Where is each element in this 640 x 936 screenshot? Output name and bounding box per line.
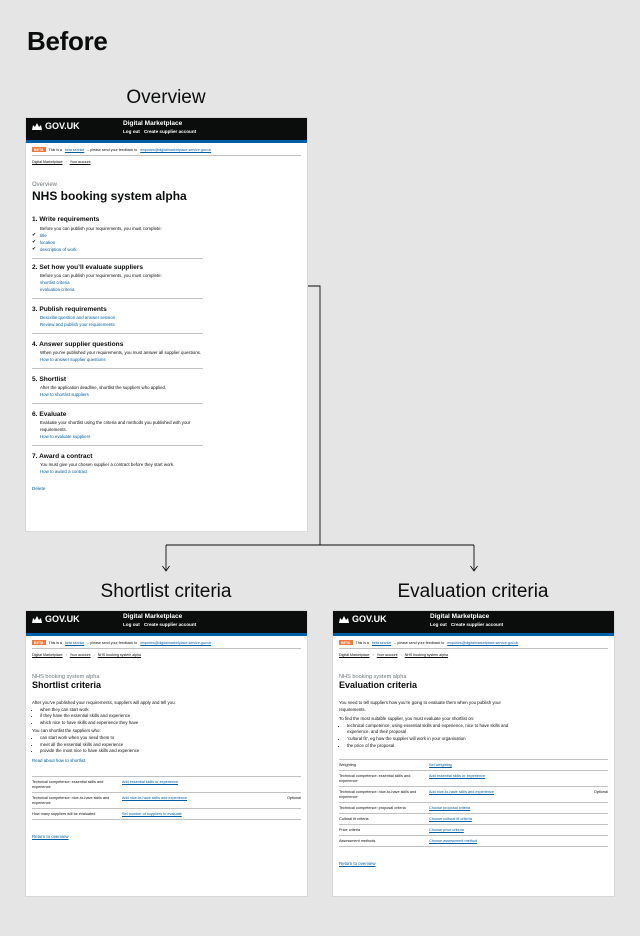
list-item: • if they have the essential skills and experience (40, 713, 222, 720)
row-label: Technical competence: proposal criteria (339, 803, 429, 814)
step-evaluate-suppliers (32, 259, 203, 299)
shortlist-panel-title: Shortlist criteria (100, 581, 232, 602)
table-row (32, 809, 301, 820)
row-action-link[interactable]: Add essential skills or experience (429, 771, 576, 787)
list-item (32, 232, 203, 239)
qa-session-link[interactable]: Describe question and answer session (40, 315, 116, 320)
beta-tag: BETA (341, 640, 351, 645)
crown-icon (32, 615, 42, 623)
evaluation-criteria-link[interactable]: evaluation criteria (40, 287, 75, 292)
breadcrumb-account[interactable]: Your account (376, 653, 398, 657)
feedback-email-link[interactable]: enquiries@digitalmarketplace.service.gov.uk (140, 147, 212, 152)
phase-banner (32, 636, 301, 649)
row-label: Cultural fit criteria (339, 814, 429, 825)
step-intro: After the application deadline, shortlist the suppliers who applied. (40, 385, 167, 390)
row-note (576, 771, 608, 787)
row-note (576, 803, 608, 814)
log-out-link[interactable]: Log out (123, 622, 140, 627)
evaluation-intro-2: To find the most suitable supplier, you must evaluate your shortlist on: (339, 716, 475, 722)
gov-header (26, 118, 307, 143)
breadcrumb-home[interactable]: Digital Marketplace (32, 160, 63, 164)
step-title: 4. Answer supplier questions (32, 341, 124, 348)
step-title: 1. Write requirements (32, 216, 100, 223)
breadcrumb-project[interactable]: NHS booking system alpha (404, 653, 449, 657)
row-note (576, 836, 608, 847)
row-action-link[interactable]: Set weighting (429, 760, 576, 771)
beta-service-link[interactable]: beta service (64, 147, 85, 152)
breadcrumb-separator-icon: › (65, 160, 67, 164)
row-note: Optional (269, 793, 301, 809)
page-title: NHS booking system alpha (32, 189, 187, 203)
row-label: How many suppliers will be evaluated (32, 809, 122, 820)
crown-icon (339, 615, 349, 623)
overview-caption: Overview (32, 182, 58, 188)
table-row (32, 793, 301, 809)
step-title: 2. Set how you’ll evaluate suppliers (32, 264, 144, 271)
step-evaluate (32, 404, 203, 446)
create-account-link[interactable]: Create supplier account (143, 622, 197, 627)
beta-tag: BETA (34, 640, 44, 645)
crown-icon (32, 122, 42, 130)
row-action-link[interactable]: Add nice-to-have skills and experience (122, 793, 269, 809)
answer-questions-link[interactable]: How to answer supplier questions (40, 357, 106, 362)
check-icon: ✔ (32, 239, 37, 245)
row-note: Optional (576, 787, 608, 803)
breadcrumb-separator-icon: › (93, 653, 95, 657)
step-write-requirements (32, 216, 203, 259)
log-out-link[interactable]: Log out (430, 622, 447, 627)
step-intro: Before you can publish your requirements, you must complete: (40, 273, 162, 278)
overview-panel-title: Overview (126, 87, 206, 108)
table-row (32, 777, 301, 793)
table-row (339, 787, 608, 803)
table-row (339, 814, 608, 825)
list-item: • meet all the essential skills and experience (40, 742, 222, 749)
banner-text-middle: – please send your feedback to (87, 147, 138, 152)
gov-header (26, 611, 307, 636)
service-name[interactable]: Digital Marketplace (123, 120, 183, 127)
delete-link[interactable]: Delete (32, 486, 46, 491)
return-to-overview-link[interactable]: Return to overview (339, 861, 376, 867)
gov-logo-text: GOV.UK (45, 614, 80, 624)
step-shortlist (32, 369, 203, 404)
step-intro: Before you can publish your requirements, you must complete: (40, 226, 162, 231)
supplier-info-list (32, 707, 222, 727)
row-label: Technical competence: essential skills and experience (32, 777, 122, 793)
step-intro: Evaluate your shortlist using the criteria and methods you published with your requirements. (40, 420, 191, 432)
row-action-link[interactable]: Add nice-to-have skills and experience (429, 787, 576, 803)
evaluate-suppliers-link[interactable]: How to evaluate suppliers (40, 434, 91, 439)
page-title: Shortlist criteria (32, 680, 102, 690)
table-row (339, 760, 608, 771)
list-item: • ‘cultural fit’, eg how the supplier will work in your organisation (347, 736, 519, 743)
title-link[interactable]: title (40, 233, 47, 238)
row-note (269, 809, 301, 820)
check-icon: ✔ (32, 246, 37, 252)
list-item: • which nice to have skills and experience they have (40, 720, 222, 727)
breadcrumb-account[interactable]: Your account (69, 653, 91, 657)
step-intro: You must give your chosen supplier a contract before they start work. (40, 462, 175, 467)
shortlist-criteria-link[interactable]: shortlist criteria (40, 280, 70, 285)
row-label: Technical competence: essential skills and experience (339, 771, 429, 787)
feedback-email-link[interactable]: enquiries@digitalmarketplace.service.gov.uk (447, 640, 519, 645)
row-note (269, 777, 301, 793)
list-item: • when they can start work (40, 707, 222, 714)
banner-text-middle: – please send your feedback to (87, 640, 138, 645)
list-item: • the price of the proposal (347, 743, 519, 750)
gov-logo-text: GOV.UK (352, 614, 387, 624)
beta-service-link[interactable]: beta service (371, 640, 392, 645)
phase-banner (32, 143, 301, 156)
service-name[interactable]: Digital Marketplace (123, 613, 183, 620)
table-row (339, 836, 608, 847)
overview-screen (26, 118, 307, 531)
create-account-link[interactable]: Create supplier account (143, 129, 197, 134)
location-link[interactable]: location (40, 240, 56, 245)
row-action-link[interactable]: Add essential skills or experience (122, 777, 269, 793)
list-item (32, 246, 203, 253)
shortlist-screen (26, 611, 307, 896)
row-action-link[interactable]: Choose price criteria (429, 825, 576, 836)
shortlist-summary-table (32, 776, 301, 820)
gov-logo[interactable] (32, 121, 80, 131)
banner-text-prefix: This is a (48, 640, 62, 645)
service-name[interactable]: Digital Marketplace (430, 613, 490, 620)
step-intro: When you’ve published your requirements, you must answer all supplier questions. (40, 350, 202, 355)
row-label: Price criteria (339, 825, 429, 836)
step-title: 5. Shortlist (32, 376, 67, 383)
row-label: Weighting (339, 760, 429, 771)
breadcrumb-home[interactable]: Digital Marketplace (339, 653, 370, 657)
return-to-overview-link[interactable]: Return to overview (32, 834, 69, 840)
row-action-link[interactable]: Set number of suppliers to evaluate (122, 809, 269, 820)
table-row (339, 803, 608, 814)
banner-text-middle: – please send your feedback to (394, 640, 445, 645)
evaluation-criteria-list (339, 723, 519, 749)
check-icon: ✔ (32, 232, 37, 238)
gov-header (333, 611, 614, 636)
list-item (32, 239, 203, 246)
breadcrumb-separator-icon: › (65, 653, 67, 657)
step-title: 7. Award a contract (32, 453, 93, 460)
evaluation-screen (333, 611, 614, 896)
table-row (339, 825, 608, 836)
step-award-contract (32, 446, 203, 480)
phase-banner (339, 636, 608, 649)
banner-text-prefix: This is a (48, 147, 62, 152)
list-item: • provide the most nice to have skills and experience (40, 748, 222, 755)
shortlist-intro: After you’ve published your requirements, suppliers will apply and tell you: (32, 700, 176, 705)
list-item: • technical competence, using essential skills and experience, nice to have skills and experience, and their proposal (347, 723, 519, 736)
page-heading: Before (27, 26, 108, 56)
row-label: Technical competence: nice-to-have skills and experience (32, 793, 122, 809)
feedback-email-link[interactable]: enquiries@digitalmarketplace.service.gov.uk (140, 640, 212, 645)
banner-text-prefix: This is a (355, 640, 369, 645)
award-contract-link[interactable]: How to award a contract (40, 469, 88, 474)
breadcrumb-separator-icon: › (400, 653, 402, 657)
gov-logo[interactable] (32, 614, 80, 624)
evaluation-intro: You need to tell suppliers how you’re going to evaluate them when you publish your requirements. (339, 700, 501, 712)
log-out-link[interactable]: Log out (123, 129, 140, 134)
row-note (576, 760, 608, 771)
row-action-link[interactable]: Choose cultural fit criteria (429, 814, 576, 825)
list-item: • can start work when you need them to (40, 735, 222, 742)
row-action-link[interactable]: Choose proposal criteria (429, 803, 576, 814)
page-title: Evaluation criteria (339, 680, 418, 690)
evaluation-panel-title: Evaluation criteria (397, 581, 549, 602)
breadcrumb-home[interactable]: Digital Marketplace (32, 653, 63, 657)
shortlist-suppliers-link[interactable]: How to shortlist suppliers (40, 392, 89, 397)
row-label: Assessment methods (339, 836, 429, 847)
checklist (32, 232, 203, 253)
row-note (576, 825, 608, 836)
beta-tag: BETA (34, 147, 44, 152)
row-action-link[interactable]: Choose assessment method (429, 836, 576, 847)
table-row (339, 771, 608, 787)
step-publish-requirements (32, 299, 203, 334)
project-caption: NHS booking system alpha (32, 674, 100, 680)
row-label: Technical competence: nice-to-have skills and experience (339, 787, 429, 803)
shortlist-rules-list (32, 735, 222, 755)
project-caption: NHS booking system alpha (339, 674, 407, 680)
breadcrumb-separator-icon: › (372, 653, 374, 657)
create-account-link[interactable]: Create supplier account (450, 622, 504, 627)
step-answer-questions (32, 334, 203, 369)
review-publish-link[interactable]: Review and publish your requirements (40, 322, 115, 327)
step-title: 6. Evaluate (32, 411, 67, 418)
description-link[interactable]: description of work (40, 247, 77, 252)
gov-logo-text: GOV.UK (45, 121, 80, 131)
gov-logo[interactable] (339, 614, 387, 624)
row-note (576, 814, 608, 825)
breadcrumb-project[interactable]: NHS booking system alpha (97, 653, 142, 657)
beta-service-link[interactable]: beta service (64, 640, 85, 645)
read-shortlist-link[interactable]: Read about how to shortlist. (32, 757, 87, 763)
evaluation-summary-table (339, 759, 608, 847)
breadcrumb-account[interactable]: Your account (69, 160, 91, 164)
shortlist-intro-2: You can shortlist the suppliers who: (32, 728, 101, 734)
step-title: 3. Publish requirements (32, 306, 107, 313)
